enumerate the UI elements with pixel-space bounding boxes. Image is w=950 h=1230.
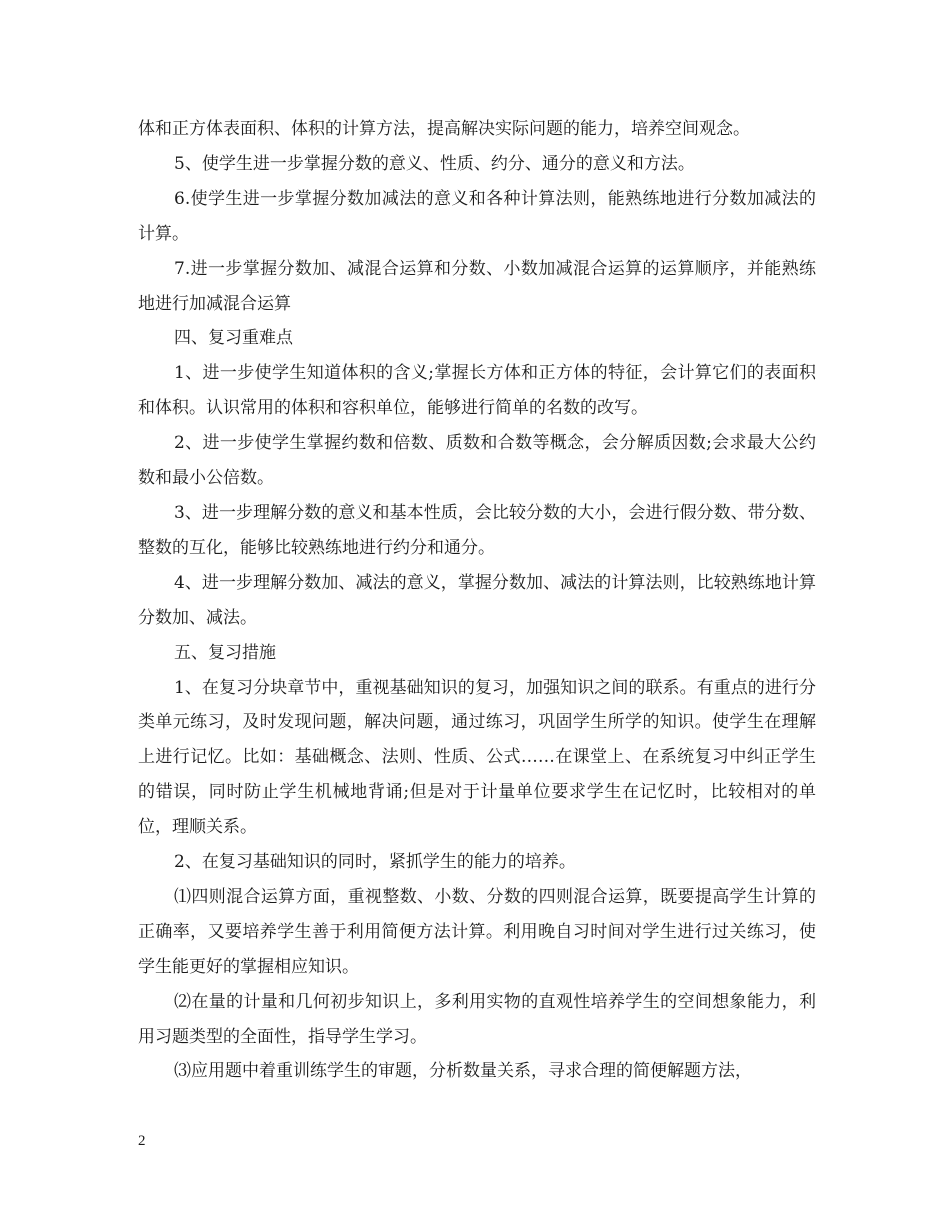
paragraph: 2、进一步使学生掌握约数和倍数、质数和合数等概念，会分解质因数;会求最大公约数和最小公倍数。 [138, 433, 816, 489]
paragraph: 五、复习措施 [174, 642, 276, 663]
paragraph: 四、复习重难点 [174, 328, 293, 349]
paragraph: 5、使学生进一步掌握分数的意义、性质、约分、通分的意义和方法。 [174, 153, 695, 174]
paragraph: 1、在复习分块章节中，重视基础知识的复习，加强知识之间的联系。有重点的进行分类单元练习，及时发现问题，解决问题，通过练习，巩固学生所学的知识。使学生在理解上进行记忆。比如：基础概念、法则、性质、公式……在课堂上、在系统复习中纠正学生的错误，同时防止学生机械地背诵;但是对于计量单位要求学生在记忆时，比较相对的单位，理顺关系。 [138, 677, 816, 838]
paragraph: 2、在复习基础知识的同时，紧抓学生的能力的培养。 [174, 852, 576, 873]
paragraph: 4、进一步理解分数加、减法的意义，掌握分数加、减法的计算法则，比较熟练地计算分数加、减法。 [138, 572, 816, 628]
paragraph: 体和正方体表面积、体积的计算方法，提高解决实际问题的能力，培养空间观念。 [138, 119, 750, 139]
paragraph: 6.使学生进一步掌握分数加减法的意义和各种计算法则，能熟练地进行分数加减法的计算。 [138, 188, 816, 244]
paragraph: ⑵在量的计量和几何初步知识上，多利用实物的直观性培养学生的空间想象能力，利用习题类型的全面性，指导学生学习。 [138, 991, 816, 1047]
paragraph: 1、进一步使学生知道体积的含义;掌握长方体和正方体的特征，会计算它们的表面积和体积。认识常用的体积和容积单位，能够进行简单的名数的改写。 [138, 363, 816, 419]
document-body [138, 112, 816, 1089]
paragraph: 7.进一步掌握分数加、减混合运算和分数、小数加减混合运算的运算顺序，并能熟练地进行加减混合运算 [138, 258, 816, 314]
paragraph: 3、进一步理解分数的意义和基本性质，会比较分数的大小，会进行假分数、带分数、整数的互化，能够比较熟练地进行约分和通分。 [138, 502, 816, 558]
paragraph: ⑴四则混合运算方面，重视整数、小数、分数的四则混合运算，既要提高学生计算的正确率，又要培养学生善于利用简便方法计算。利用晚自习时间对学生进行过关练习，使学生能更好的掌握相应知识。 [138, 886, 816, 977]
page-number: 2 [138, 1133, 146, 1149]
paragraph: ⑶应用题中着重训练学生的审题，分析数量关系，寻求合理的简便解题方法， [174, 1061, 752, 1082]
